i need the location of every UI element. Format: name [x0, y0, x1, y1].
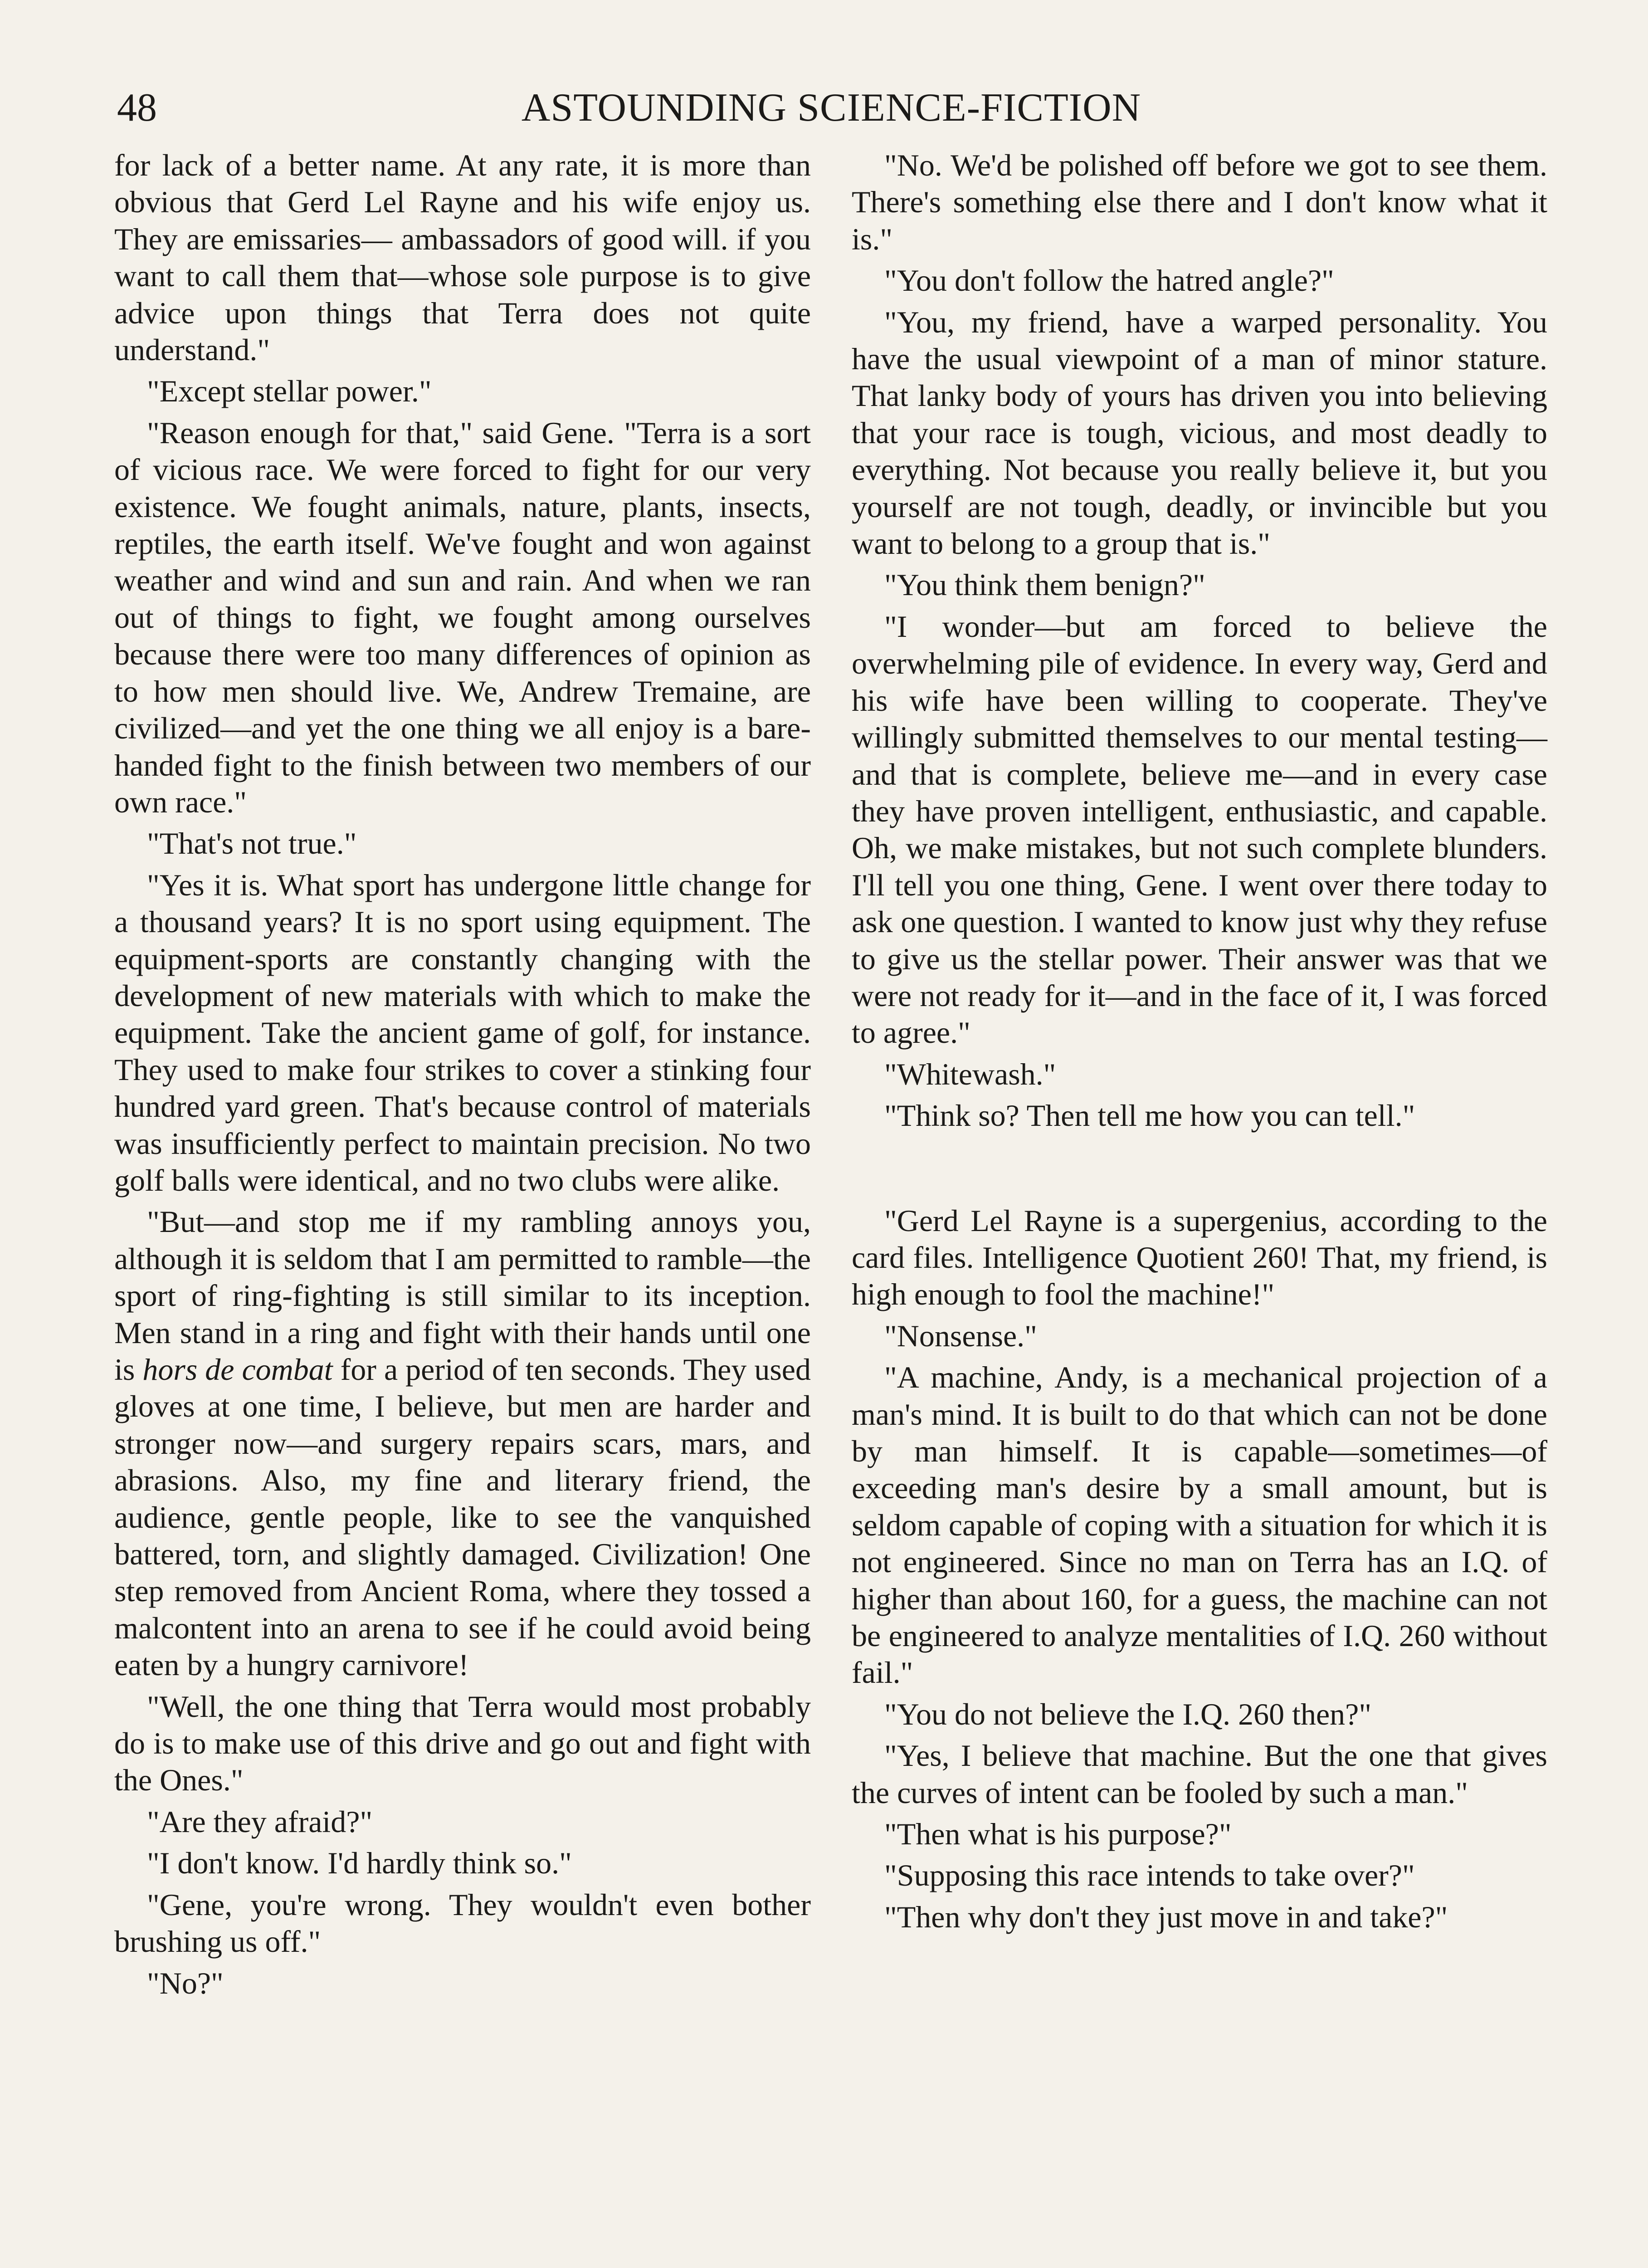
paragraph: "Think so? Then tell me how you can tell."	[884, 1098, 1415, 1133]
paragraph: "That's not true."	[147, 826, 357, 861]
paragraph: "Whitewash."	[884, 1056, 1056, 1091]
paragraph: "You think them benign?"	[884, 567, 1205, 602]
paragraph: "Gene, you're wrong. They wouldn't even bother brushing us off."	[114, 1887, 811, 1959]
paragraph: "No. We'd be polished off before we got to see them. There's something else there and I don't know what it is."	[852, 148, 1547, 256]
paragraph: "Supposing this race intends to take over?"	[884, 1858, 1415, 1893]
paragraph: "Well, the one thing that Terra would most probably do is to make use of this drive and go out and fight with the Ones."	[114, 1689, 811, 1798]
paragraph: "Except stellar power."	[147, 374, 432, 409]
page-number: 48	[117, 86, 157, 130]
page-header	[117, 81, 1546, 144]
running-head: ASTOUNDING SCIENCE-FICTION	[521, 86, 1141, 130]
paragraph: "I wonder—but am forced to believe the overwhelming pile of evidence. In every way, Gerd and his wife have been willing to cooperate. They've willingly submitted themselves to our mental testing—and that is complete, believe me—and in every case they have proven intelligent, enthusiastic, and capable. Oh, we make mistakes, but not such complete blunders. I'll tell you one thing, Gene. I went over there today to ask one question. I wanted to know just why they refuse to give us the stellar power. Their answer was that we were not ready for it—and in the face of it, I was forced to agree."	[852, 609, 1547, 1050]
paragraph: "Yes it is. What sport has undergone little change for a thousand years? It is no sport using equipment. The equipment-sports are constantly changing with the development of new materials with which to make the equipment. Take the ancient game of golf, for instance. They used to make four strikes to cover a stinking four hundred yard green. That's because control of materials was insufficiently perfect to maintain precision. No two golf balls were identical, and no two clubs were alike.	[114, 867, 811, 1198]
paragraph: "You do not believe the I.Q. 260 then?"	[884, 1696, 1372, 1731]
paragraph: "Yes, I believe that machine. But the one that gives the curves of intent can be fooled by such a man."	[852, 1738, 1547, 1810]
paragraph: "Then what is his purpose?"	[884, 1817, 1232, 1852]
paragraph-text: for a period of ten seconds. They used gloves at one time, I believe, but men are harder and stronger now—and surgery repairs scars, mars, and abrasions. Also, my fine and literary friend, the audience, gentle people, like to see the vanquished battered, torn, and slightly damaged. Civilization! One step removed from Ancient Roma, where they tossed a malcontent into an arena to see if he could avoid being eaten by a hungry carnivore!	[114, 1352, 811, 1682]
paragraph: "You don't follow the hatred angle?"	[884, 263, 1334, 298]
paragraph: "Gerd Lel Rayne is a supergenius, according to the card files. Intelligence Quotient 260! That, my friend, is high enough to fool the machine!"	[852, 1203, 1547, 1312]
paragraph: "I don't know. I'd hardly think so."	[147, 1846, 572, 1881]
paragraph: "No?"	[147, 1965, 224, 2000]
paragraph: "Reason enough for that," said Gene. "Terra is a sort of vicious race. We were forced to fight for our very existence. We fought animals, nature, plants, insects, reptiles, the earth itself. We've fought and won against weather and wind and sun and rain. And when we ran out of things to fight, we fought among ourselves because there were too many differences of opinion as to how men should live. We, Andrew Tremaine, are civilized—and yet the one thing we all enjoy is a bare-handed fight to the finish between two members of our own race."	[114, 415, 811, 819]
paragraph-text: "But—and stop me if my rambling annoys you, although it is seldom that I am permitted to ramble—the sport of ring-fighting is still similar to its inception. Men stand in a ring and fight with their hands until one is	[114, 1204, 811, 1387]
left-column	[114, 147, 811, 2006]
paragraph: "A machine, Andy, is a mechanical projection of a man's mind. It is built to do that which can not be done by man himself. It is capable—sometimes—of exceeding man's desire by a small amount, but is seldom capable of coping with a situation for which it is not engineered. Since no man on Terra has an I.Q. of higher than about 160, for a guess, the machine can not be engineered to analyze mentalities of I.Q. 260 without fail."	[852, 1360, 1547, 1690]
paragraph: for lack of a better name. At any rate, it is more than obvious that Gerd Lel Rayne and his wife enjoy us. They are emissaries— ambassadors of good will. if you want to call them that—whose sole purpose is to give advice upon things that Terra does not quite understand."	[114, 148, 811, 367]
right-column	[852, 147, 1547, 1940]
paragraph	[114, 1203, 811, 1683]
paragraph: "Are they afraid?"	[147, 1804, 373, 1839]
paragraph: "You, my friend, have a warped personality. You have the usual viewpoint of a man of minor stature. That lanky body of yours has driven you into believing that your race is tough, vicious, and most deadly to everything. Not because you really believe it, but you yourself are not tough, deadly, or invincible but you want to belong to a group that is."	[852, 304, 1547, 561]
italic-phrase: hors de combat	[142, 1352, 333, 1387]
paragraph: "Nonsense."	[884, 1318, 1037, 1353]
paragraph: "Then why don't they just move in and take?"	[884, 1899, 1448, 1934]
